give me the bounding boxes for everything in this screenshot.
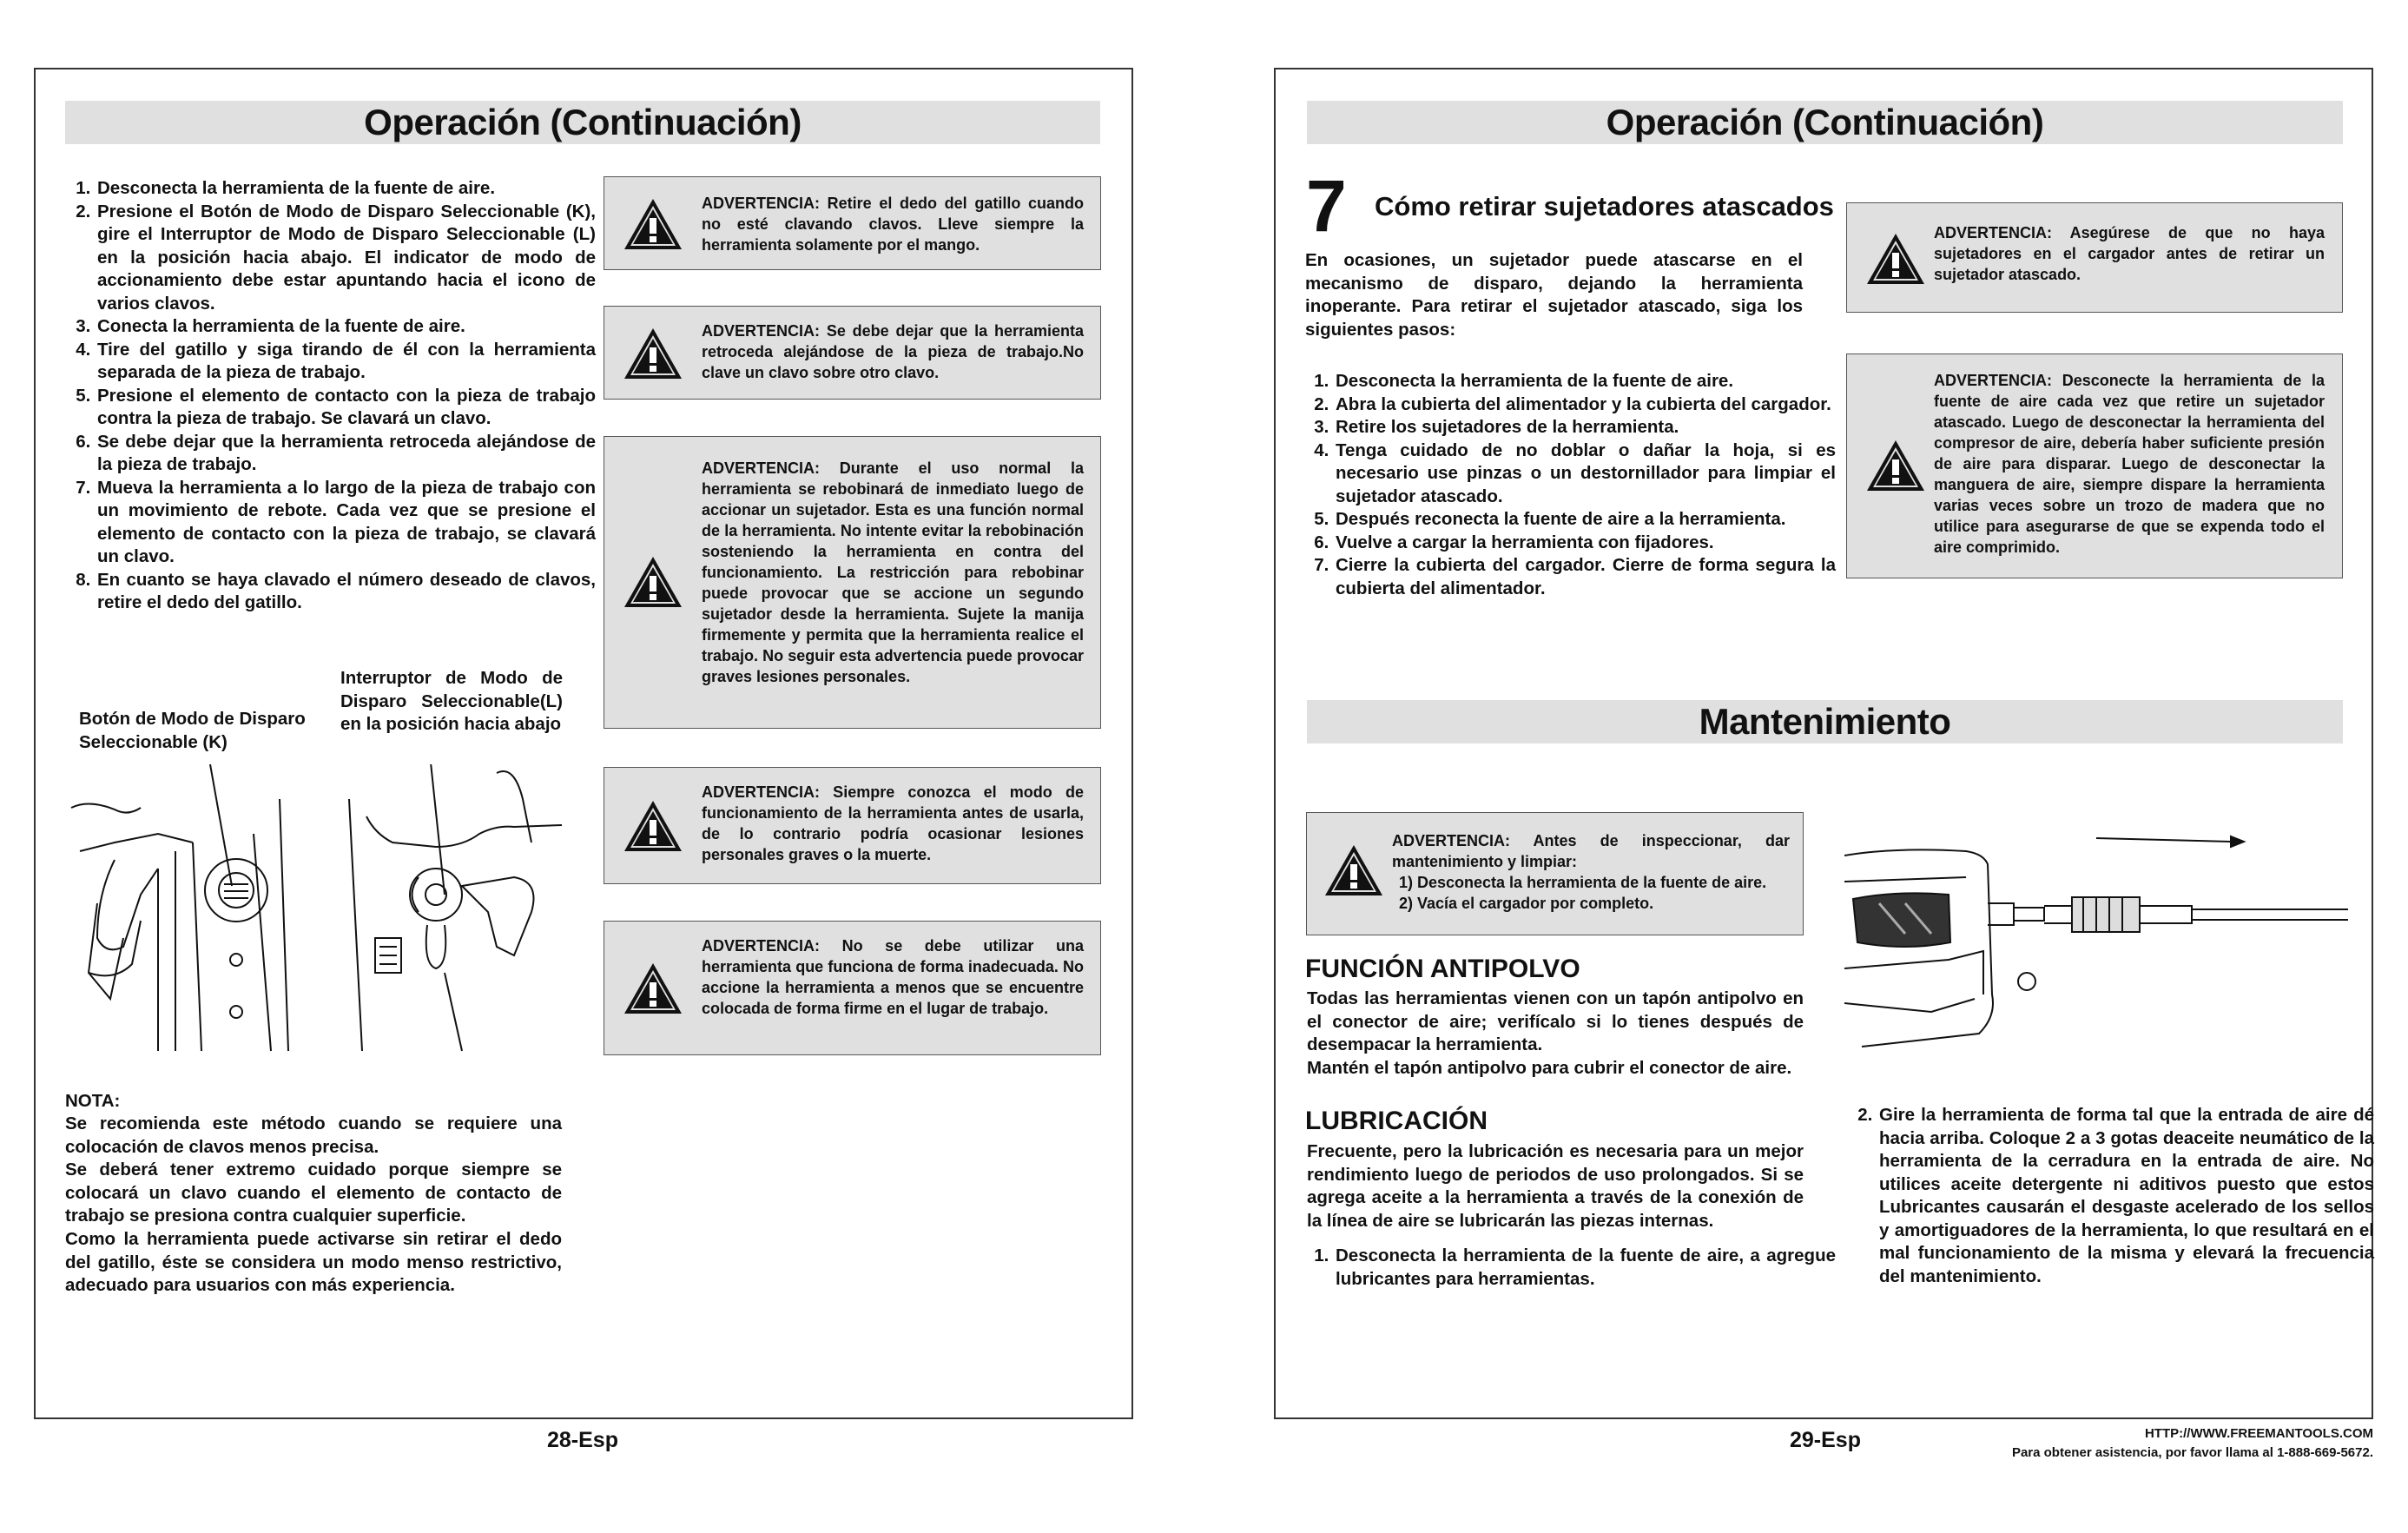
- nota-text-3: Como la herramienta puede activarse sin retirar el dedo del gatillo, éste se considera un modo menso restrictivo, adecuado para usuarios con más experiencia.: [65, 1229, 562, 1295]
- nota-text-1: Se recomienda este método cuando se requiere una colocación de clavos menos precisa.: [65, 1113, 562, 1157]
- antipolvo-text-2: Mantén el tapón antipolvo para cubrir el conector de aire.: [1307, 1058, 1792, 1078]
- warning-triangle-icon: [622, 798, 684, 854]
- tool-illustration: [63, 764, 566, 1077]
- label-l: Interruptor de Modo de Disparo Seleccionable(L) en la posición hacia abajo: [340, 668, 563, 734]
- warning-triangle-icon: [1864, 231, 1927, 287]
- warning-text: ADVERTENCIA: Desconecte la herramienta de la fuente de aire cada vez que retire un sujetador atascado. Luego de desconectar la herramienta del compresor de aire, debería haber suficiente presión de aire para disparar. Luego de desconectar la manguera de aire, siempre dispare la herramienta varias veces sobre un trozo de madera que no utilice para asegurarse de que se expenda todo el aire comprimido.: [1934, 372, 2325, 556]
- page-number-left: 28-Esp: [547, 1428, 618, 1452]
- warning-box: [604, 921, 1101, 1055]
- left-page-title: Operación (Continuación): [65, 101, 1100, 144]
- warning-box: [604, 436, 1101, 729]
- list-item: 1. Desconecta la herramienta de la fuente de aire.: [1334, 370, 1836, 393]
- list-item: 7. Mueva la herramienta a lo largo de la pieza de trabajo con un movimiento de rebote. Cada vez que se presione el elemento de contacto con la pieza de trabajo, se clavará un clavo.: [96, 477, 596, 569]
- warning-text: ADVERTENCIA: Asegúrese de que no haya sujetadores en el cargador antes de retirar un sujetador atascado.: [1934, 224, 2325, 283]
- right-page-title: Operación (Continuación): [1307, 101, 2343, 144]
- list-item: 5. Después reconecta la fuente de aire a la herramienta.: [1334, 508, 1836, 532]
- warning-box: [1846, 354, 2343, 578]
- list-item: 8. En cuanto se haya clavado el número deseado de clavos, retire el dedo del gatillo.: [96, 569, 596, 615]
- lub-step-1-list: [1301, 1245, 1836, 1291]
- warning-box: [1846, 202, 2343, 313]
- list-item: 4. Tenga cuidado de no doblar o dañar la hoja, si es necesario use pinzas o un destornillador para limpiar el sujetador atascado.: [1334, 439, 1836, 509]
- page-number-right: 29-Esp: [1790, 1428, 1861, 1452]
- warning-box: [604, 306, 1101, 400]
- warning-text: ADVERTENCIA: Durante el uso normal la herramienta se rebobinará de inmediato luego de accionar un sujetador. Esta es una función normal de la herramienta. No intente evitar la rebobinación sosteniendo la herramienta en contra del funcionamiento. La restricción para rebobinar puede provocar que se accione un segundo sujetador desde la herramienta. Sujete la manija firmemente y permita que la herramienta realice el trabajo. No seguir esta advertencia puede provocar graves lesiones personales.: [702, 459, 1084, 685]
- warning-text: ADVERTENCIA: Siempre conozca el modo de funcionamiento de la herramienta antes de usarla, de lo contrario podría ocasionar lesiones personales graves o la muerte.: [702, 783, 1084, 863]
- warning-text: ADVERTENCIA: Retire el dedo del gatillo cuando no esté clavando clavos. Lleve siempre la herramienta solamente por el mango.: [702, 195, 1084, 254]
- list-item: 6. Vuelve a cargar la herramienta con fijadores.: [1334, 532, 1836, 555]
- left-steps-list: [63, 177, 596, 615]
- list-item: 3. Conecta la herramienta de la fuente de aire.: [96, 315, 596, 339]
- warning-text: ADVERTENCIA: Se debe dejar que la herramienta retroceda alejándose de la pieza de trabajo.No clave un clavo sobre otro clavo.: [702, 322, 1084, 381]
- list-item: 1. Desconecta la herramienta de la fuente de aire, a agregue lubricantes para herramientas.: [1334, 1245, 1836, 1291]
- list-item: 2. Presione el Botón de Modo de Disparo Seleccionable (K), gire el Interruptor de Modo de Disparo Seleccionable (L) en la posición hacia abajo. El indicator de modo de accionamiento debe estar apuntando hacia el icono de varios clavos.: [96, 201, 596, 316]
- antipolvo-title: FUNCIÓN ANTIPOLVO: [1305, 955, 1580, 983]
- warning-triangle-icon: [1864, 438, 1927, 493]
- website-link[interactable]: HTTP://WWW.FREEMANTOOLS.COM: [2144, 1426, 2373, 1441]
- list-item: 7. Cierre la cubierta del cargador. Cierre de forma segura la cubierta del alimentador.: [1334, 554, 1836, 600]
- list-item: 1. Desconecta la herramienta de la fuente de aire.: [96, 177, 596, 201]
- antipolvo-text: Todas las herramientas vienen con un tapón antipolvo en el conector de aire; verifícalo si lo tienes después de desempacar la herramienta.: [1307, 988, 1804, 1054]
- maintenance-title: Mantenimiento: [1307, 700, 2343, 743]
- lubricacion-text: Frecuente, pero la lubricación es necesaria para un mejor rendimiento luego de periodos de uso prolongados. Si se agrega aceite a la herramienta a través de la conexión de la línea de aire se lubricarán las piezas internas.: [1307, 1141, 1804, 1231]
- section-number: 7: [1306, 165, 1347, 247]
- warning-triangle-icon: [1323, 842, 1385, 898]
- lubricacion-title: LUBRICACIÓN: [1305, 1107, 1488, 1135]
- list-item: 2. Gire la herramienta de forma tal que la entrada de aire dé hacia arriba. Coloque 2 a 3 gotas deaceite neumático de la herramienta de la cerradura en la entrada de aire. No utilices aceite detergente ni aditivos puesto que estos Lubricantes causarán el desgaste acelerado de los sellos y amortiguadores de la herramienta, lo que resultará en el mal funcionamiento de la misma y elevará la frecuencia del mantenimiento.: [1877, 1104, 2374, 1288]
- support-text: Para obtener asistencia, por favor llama al 1-888-669-5672.: [2011, 1445, 2373, 1460]
- warning-box: [604, 176, 1101, 270]
- nota-text-2: Se deberá tener extremo cuidado porque siempre se colocará un clavo cuando el elemento de contacto de trabajo se presiona contra cualquier superficie.: [65, 1160, 562, 1226]
- maintenance-warning-box: [1306, 812, 1804, 935]
- air-connector-illustration: [1844, 829, 2348, 1055]
- warning-triangle-icon: [622, 196, 684, 252]
- warning-step-1: 1) Desconecta la herramienta de la fuente de aire.: [1399, 874, 1767, 891]
- list-item: 4. Tire del gatillo y siga tirando de él con la herramienta separada de la pieza de trabajo.: [96, 339, 596, 385]
- warning-triangle-icon: [622, 961, 684, 1016]
- jam-steps-list: [1301, 370, 1836, 600]
- label-k: Botón de Modo de Disparo Seleccionable (K): [79, 709, 306, 752]
- nota-heading: NOTA:: [65, 1091, 121, 1111]
- jam-intro: En ocasiones, un sujetador puede atascarse en el mecanismo de disparo, dejando la herramienta inoperante. Para retirar el sujetador atascado, siga los siguientes pasos:: [1305, 250, 1803, 340]
- warning-step-2: 2) Vacía el cargador por completo.: [1399, 895, 1654, 912]
- warning-text: ADVERTENCIA: Antes de inspeccionar, dar mantenimiento y limpiar:: [1392, 832, 1790, 870]
- list-item: 3. Retire los sujetadores de la herramienta.: [1334, 416, 1836, 439]
- list-item: 6. Se debe dejar que la herramienta retroceda alejándose de la pieza de trabajo.: [96, 431, 596, 477]
- footer-contact: [2012, 1424, 2373, 1463]
- lub-step-2-list: [1844, 1104, 2374, 1288]
- list-item: 5. Presione el elemento de contacto con la pieza de trabajo contra la pieza de trabajo. Se clavará un clavo.: [96, 385, 596, 431]
- warning-box: [604, 767, 1101, 884]
- section-title: Cómo retirar sujetadores atascados: [1375, 191, 1834, 221]
- warning-triangle-icon: [622, 554, 684, 610]
- warning-text: ADVERTENCIA: No se debe utilizar una herramienta que funciona de forma inadecuada. No accione la herramienta a menos que se encuentre colocada de forma firme en el lugar de trabajo.: [702, 937, 1084, 1017]
- list-item: 2. Abra la cubierta del alimentador y la cubierta del cargador.: [1334, 393, 1836, 417]
- warning-triangle-icon: [622, 326, 684, 381]
